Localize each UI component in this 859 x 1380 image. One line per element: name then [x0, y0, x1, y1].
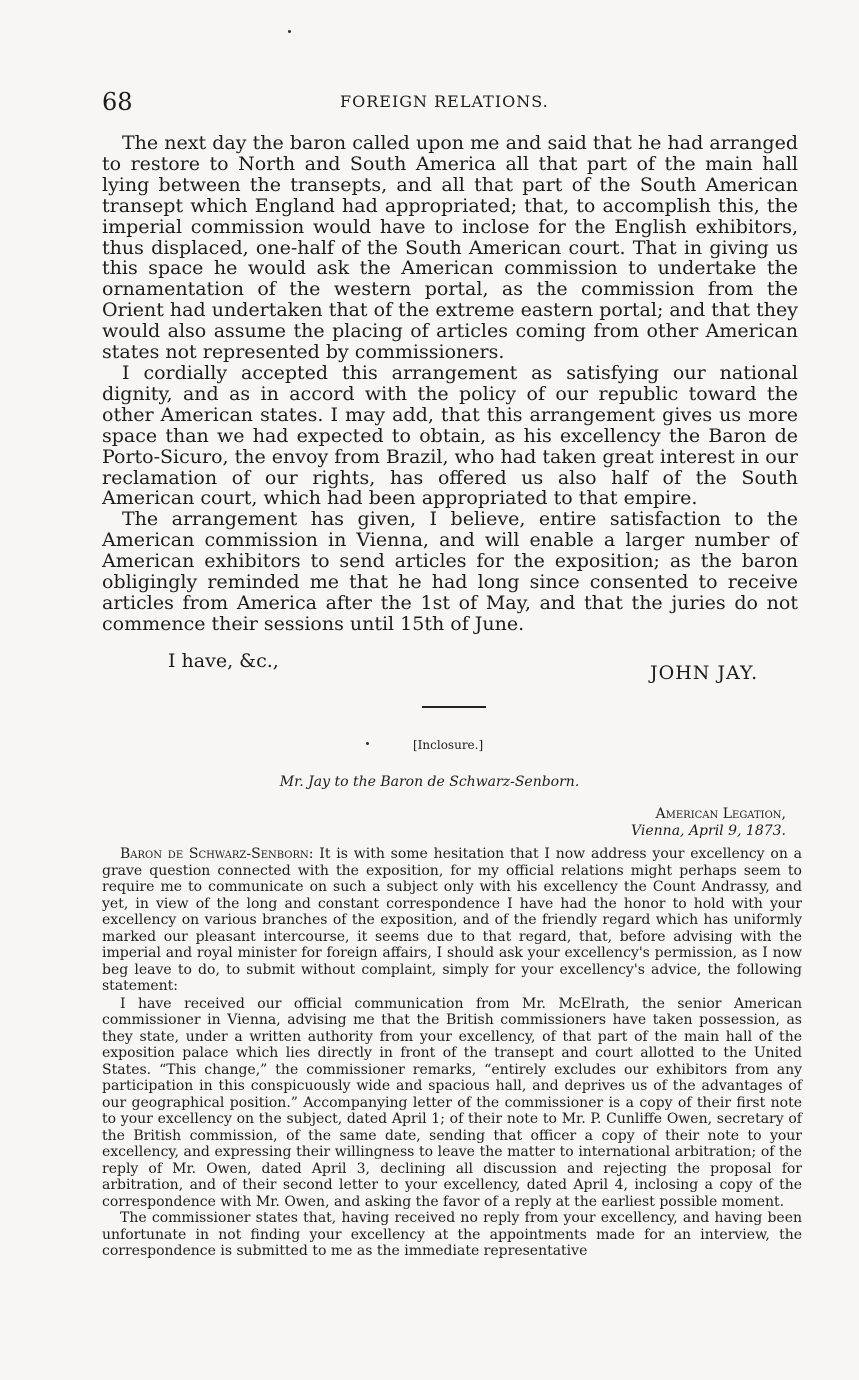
closing-line: I have, &c., — [168, 650, 279, 672]
dateline-location: American Legation, — [655, 806, 786, 822]
report-body — [102, 133, 798, 635]
body-paragraph: The arrangement has given, I believe, entire satisfaction to the American commission in Vienna, and will enable a larger number of American exhibitors to send articles for the exposition; as the baron obligingly reminded me that he had long since consented to receive articles from America after the 1st of May, and that the juries do not commence their sessions until 15th of June. — [102, 508, 798, 635]
letter-heading: Mr. Jay to the Baron de Schwarz-Senborn. — [279, 774, 580, 790]
letter-dateline — [560, 806, 786, 840]
letter-paragraph: The commissioner states that, having received no reply from your excellency, and having been unfortunate in not finding your excellency at the appointments made for an interview, the correspondence is submitted to me as the immediate representative — [102, 1210, 802, 1259]
letter-opening-paragraph — [102, 846, 802, 995]
body-paragraph: I cordially accepted this arrangement as satisfying our national dignity, and as in accord with the policy of our republic toward the other American states. I may add, that this arrangement gives us more space than we had expected to obtain, as his excellency the Baron de Porto-Sicuro, the envoy from Brazil, who had taken great interest in our reclamation of our rights, has offered us also half of the South American court, which had been appropriated to that empire. — [102, 361, 798, 510]
signature: JOHN JAY. — [650, 662, 759, 684]
running-head: FOREIGN RELATIONS. — [340, 92, 549, 111]
page-number: 68 — [102, 88, 133, 116]
letter-opening-text: It is with some hesitation that I now address your excellency on a grave question connected with the exposition, for my official relations might perhaps seem to require me to communicate on such a subject only with his excellency the Count Andrassy, and yet, in view of the long and constant correspondence I have had the honor to hold with your excellency on various branches of the exposition, and of the friendly regard which has uniformly marked our pleasant intercourse, it seems due to that regard, that, before advising with the imperial and royal minister for foreign affairs, I should ask your excellency's permission, as I now beg leave to do, to submit without complaint, simply for your excellency's advice, the following statement: — [102, 846, 803, 994]
print-speck — [288, 30, 291, 33]
letter-paragraph: I have received our official communication from Mr. McElrath, the senior American commissioner in Vienna, advising me that the British commissioners have taken possession, as they state, under a written authority from your excellency, of that part of the main hall of the exposition palace which lies directly in front of the transept and court allotted to the United States. “This change,” the commissioner remarks, “entirely excludes our exhibitors from any participation in this conspicuously wide and spacious hall, and deprives us of the advantages of our geographical position.” Accompanying letter of the commissioner is a copy of their first note to your excellency on the subject, dated April 1; of their note to Mr. P. Cunliffe Owen, secretary of the British commission, of the same date, sending that officer a copy of their note to your excellency, and expressing their willingness to leave the matter to international arbitration; of the reply of Mr. Owen, dated April 3, declining all discussion and rejecting the proposal for arbitration, and of their second letter to your excellency, dated April 4, inclosing a copy of the correspondence with Mr. Owen, and asking the favor of a reply at the earliest possible moment. — [102, 995, 802, 1210]
letter-salutation: Baron de Schwarz-Senborn: — [120, 846, 314, 862]
dateline-date: Vienna, April 9, 1873. — [631, 823, 786, 839]
print-speck — [366, 742, 369, 745]
section-divider — [422, 706, 486, 708]
body-paragraph: The next day the baron called upon me and said that he had arranged to restore to North and South America all that part of the main hall lying between the transepts, and all that part of the South American transept which England had appropriated; that, to accomplish this, the imperial commission would have to inclose for the English exhibitors, thus displaced, one-half of the South American court. That in giving us this space he would ask the American commission to undertake the ornamentation of the western portal, as the commission from the Orient had undertaken that of the extreme eastern portal; and that they would also assume the placing of articles coming from other American states not represented by commissioners. — [102, 132, 798, 364]
page-header — [100, 88, 800, 118]
inclosure-label: [Inclosure.] — [413, 738, 484, 752]
letter-body — [102, 846, 802, 1260]
